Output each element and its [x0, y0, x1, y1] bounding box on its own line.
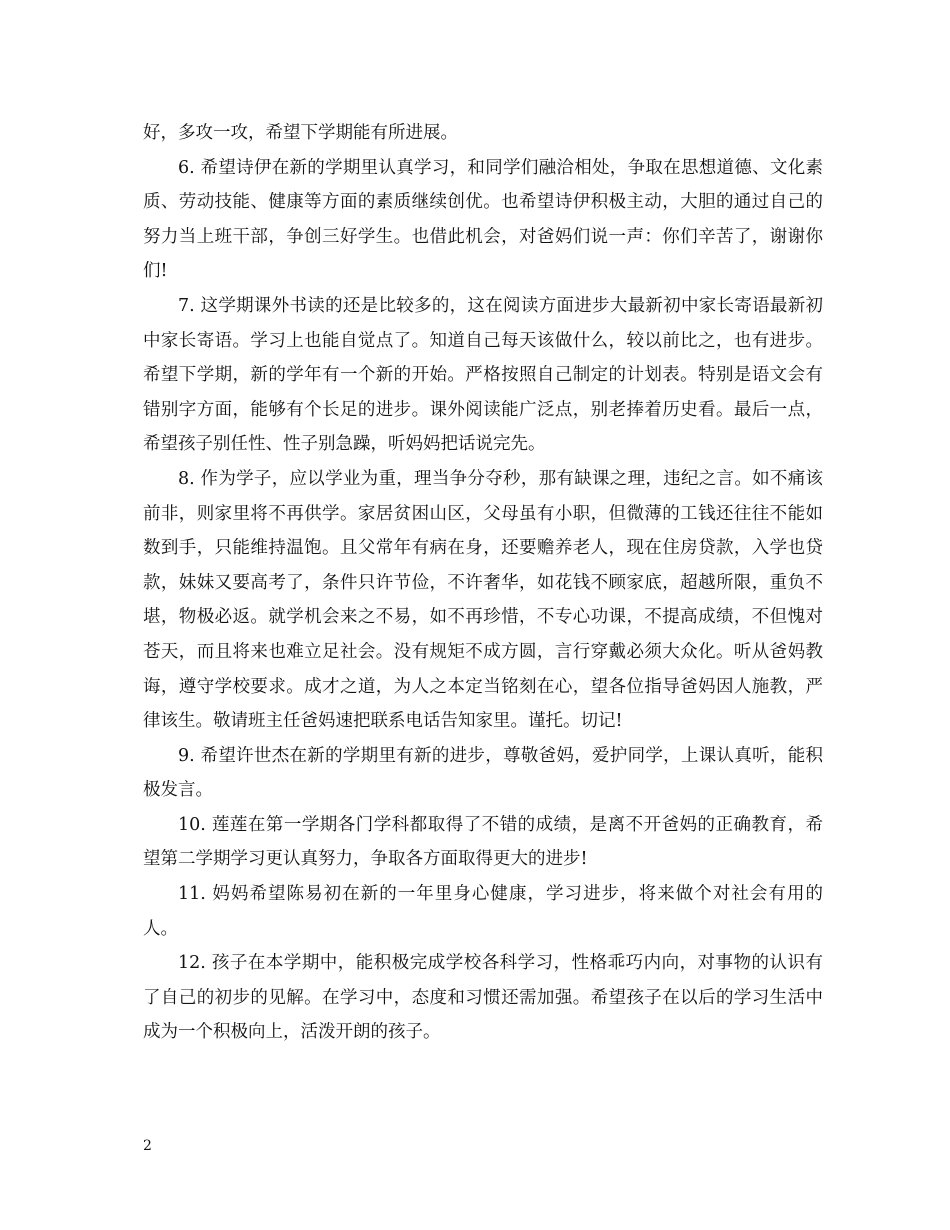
- paragraph-item-9: 9. 希望许世杰在新的学期里有新的进步，尊敬爸妈，爱护同学，上课认真听，能积极发言。: [143, 745, 823, 801]
- paragraph-item-11: 11. 妈妈希望陈易初在新的一年里身心健康，学习进步，将来做个对社会有用的人。: [143, 884, 823, 939]
- paragraph-item-8: 8. 作为学子，应以学业为重，理当争分夺秒，那有缺课之理，违纪之言。如不痛该前非，则家里将不再供学。家居贫困山区，父母虽有小职，但微薄的工钱还往往不能如数到手，只能维持温饱。且父常年有病在身，还要赡养老人，现在住房贷款，入学也贷款，妹妹又要高考了，条件只许节俭，不许奢华，如花钱不顾家底，超越所限，重负不堪，物极必返。就学机会来之不易，如不再珍惜，不专心功课，不提高成绩，不但愧对苍天，而且将来也难立足社会。没有规矩不成方圆，言行穿戴必须大众化。听从爸妈教诲，遵守学校要求。成才之道，为人之本定当铭刻在心，望各位指导爸妈因人施教，严律该生。敬请班主任爸妈速把联系电话告知家里。谨托。切记!: [143, 468, 823, 732]
- paragraph-continuation: 好，多攻一攻，希望下学期能有所进展。: [143, 123, 458, 143]
- paragraph-item-6: 6. 希望诗伊在新的学期里认真学习，和同学们融洽相处，争取在思想道德、文化素质、劳动技能、健康等方面的素质继续创优。也希望诗伊积极主动，大胆的通过自己的努力当上班干部，争创三好学生。也借此机会，对爸妈们说一声：你们辛苦了，谢谢你们!: [143, 157, 823, 282]
- paragraph-item-10: 10. 莲莲在第一学期各门学科都取得了不错的成绩，是离不开爸妈的正确教育，希望第二学期学习更认真努力，争取各方面取得更大的进步!: [143, 814, 823, 870]
- page-number: 2: [143, 1138, 152, 1154]
- paragraph-item-12: 12. 孩子在本学期中，能积极完成学校各科学习，性格乖巧内向，对事物的认识有了自己的初步的见解。在学习中，态度和习惯还需加强。希望孩子在以后的学习生活中成为一个积极向上，活泼开朗的孩子。: [143, 953, 823, 1043]
- document-body: [143, 116, 823, 1050]
- paragraph-item-7: 7. 这学期课外书读的还是比较多的，这在阅读方面进步大最新初中家长寄语最新初中家长寄语。学习上也能自觉点了。知道自己每天该做什么，较以前比之，也有进步。希望下学期，新的学年有一个新的开始。严格按照自己制定的计划表。特别是语文会有错别字方面，能够有个长足的进步。课外阅读能广泛点，别老捧着历史看。最后一点，希望孩子别任性、性子别急躁，听妈妈把话说完先。: [143, 295, 823, 455]
